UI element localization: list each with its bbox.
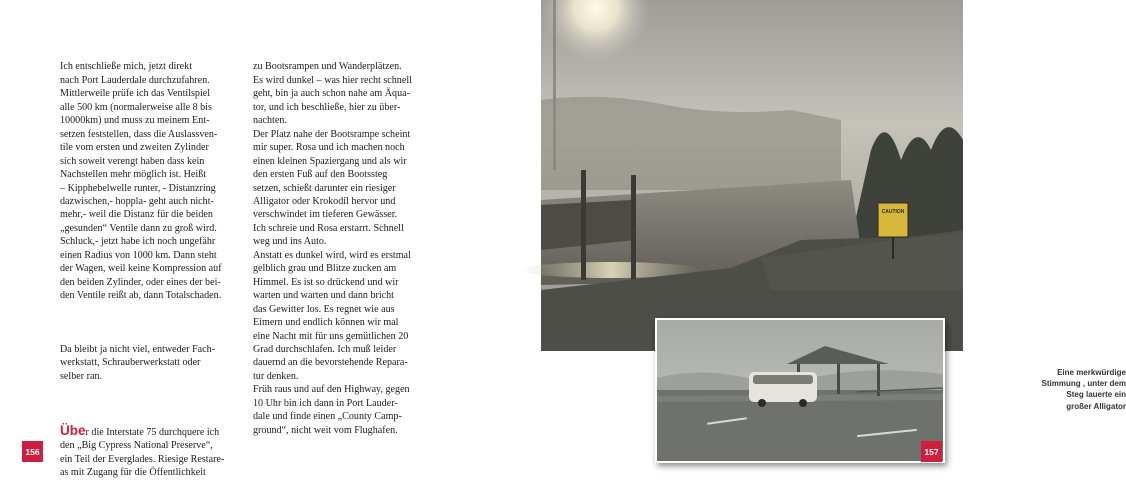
sign-post [892, 237, 894, 259]
left-page [0, 0, 481, 481]
page-number-right: 157 [921, 441, 942, 462]
paragraph-gap [60, 316, 240, 329]
foggy-boat-ramp-photo [541, 0, 963, 351]
foggy-boat-ramp-illustration [541, 0, 963, 351]
text-column-2 [253, 47, 433, 451]
dock-piling [631, 175, 636, 285]
dock-piling [581, 170, 586, 280]
pavilion-post [837, 364, 840, 394]
page-number-left: 156 [22, 441, 43, 462]
text-column-1 [60, 47, 240, 493]
paragraph-interstate [60, 424, 240, 480]
wheel [799, 399, 807, 407]
paragraph-gap [60, 397, 240, 410]
paragraph-interstate-text: r die Interstate 75 durchquere ich den „Big Cypress National Preserve“, ein Teil der Everglades. Riesige Restare- as mit Zugang für die Öffentlichkeit [60, 426, 225, 479]
paragraph-boat-ramp: zu Bootsrampen und Wanderplätzen. Es wird dunkel – was hier recht schnell geht, bin ja auch schon nahe am Äqua- tor, und ich beschließe, hier zu über- nachten. Der Platz nahe der Bootsrampe scheint mir super. Rosa und ich machen noch einen kleinen Spaziergang und als wir den ersten Fuß auf den Bootssteg setzen, schießt darunter ein riesiger Alligator oder Krokodil hervor und verschwindet im tieferen Gewässer. Ich schreie und Rosa erstarrt. Schnell weg und ins Auto. Anstatt es dunkel wird, wird es erstmal gelblich grau und Blitze zucken am Himmel. Es ist so drückend und wir warten und warten und dann bricht das Gewitter los. Es regnet wie aus Eimern und endlich können wir mal eine Nacht mit für uns gemütlichen 20 Grad durchschlafen. Ich muß leider dauernd an die bevorstehende Repara- tur denken. Früh raus und auf den Highway, gegen 10 Uhr bin ich dann in Port Lauder- dale und finde einen „County Camp- ground“, nicht weit vom Flughafen. [253, 61, 412, 436]
dropcap: Übe [60, 422, 86, 438]
vw-bus-windows [753, 375, 813, 384]
caution-sign-text: CAUTION [881, 209, 905, 215]
campground-photo [655, 318, 945, 463]
photo-caption: Eine merkwürdige Stimmung , unter dem Steg lauerte ein großer Alligator [1041, 368, 1126, 411]
wheel [758, 399, 766, 407]
campground-illustration [657, 320, 943, 461]
paragraph-workshop: Da bleibt ja nicht viel, entweder Fach- werkstatt, Schrauberwerkstatt oder selber ran. [60, 343, 215, 382]
paragraph-valve-repair: Ich entschließe mich, jetzt direkt nach Port Lauderdale durchzufahren. Mittlerweile prüfe ich das Ventilspiel alle 500 km (normalerweise alle 8 bis 10000km) und muss zu meinem Ent- setzen feststellen, dass die Auslassven- tile vom ersten und zweiten Zylinder sich soweit verengt haben dass kein Nachstellen mehr möglich ist. Heißt – Kipphebelwelle runter, - Distanzring dazwischen,- hoppla- geht auch nicht- mehr,- weil die Distanz für die beiden „gesunden“ Ventile dann zu groß wird. Schluck,- jetzt habe ich noch ungefähr einen Radius von 1000 km. Dann steht der Wagen, weil keine Kompression auf den beiden Zylinder, oder eines der bei- den Ventile reißt ab, dann Totalschaden. [60, 61, 222, 302]
